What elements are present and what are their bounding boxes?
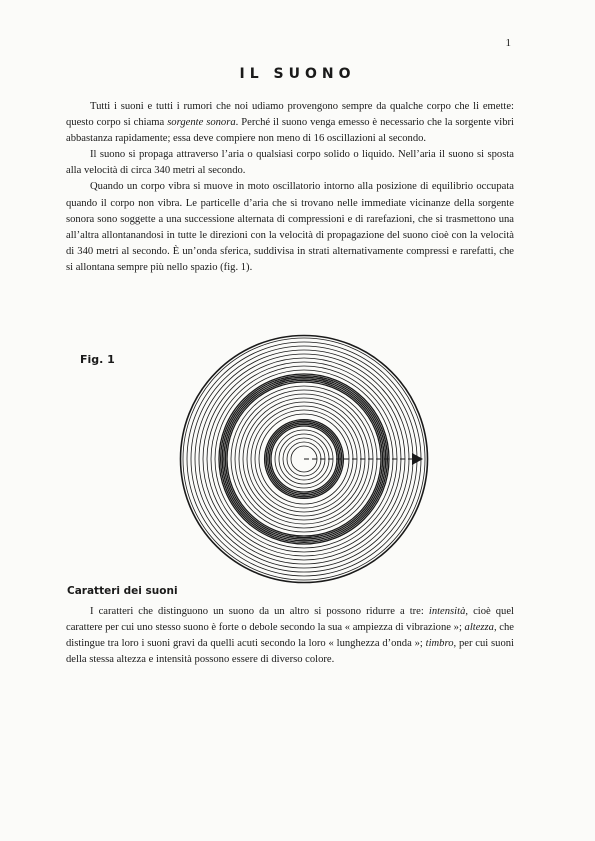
page-number: 1 <box>505 37 511 49</box>
paragraph-3: Quando un corpo vibra si muove in moto oscillatorio intorno alla posizione di equilibrio occupata quando il corpo non vibra. Le particelle d’aria che si trovano nelle immediate vicinanze della sorgente sonora sono soggette a una successione alternata di compressioni e di rarefazioni, che si trasmettono una all’altra allontanandosi in tutte le direzioni con la velocità di propagazione del suono cioè con la velocità di 340 metri al secondo. È un’onda sferica, suddivisa in strati alternativamente compressi e rarefatti, che si allontana sempre più nello spazio (fig. 1). <box>66 181 514 273</box>
intro-text <box>66 99 514 276</box>
section-text-1: I caratteri che distinguono un suono da un altro si possono ridurre a tre: <box>90 606 429 617</box>
term-timbro: timbro <box>425 638 454 650</box>
p1-text-a: Tutti i suoni e tutti i rumori che noi udiamo provengono sempre da qualche corpo che li emette: questo corpo si chiama <box>66 101 514 129</box>
p1-emphasis: sorgente sonora <box>167 117 236 129</box>
sound-wave-figure <box>179 334 429 584</box>
section-text-3: , che distingue tra loro i suoni gravi da quelli acuti secondo la loro « lunghezza d’onda »; <box>66 622 514 650</box>
figure-label: Fig. 1 <box>80 353 115 366</box>
term-altezza: altezza <box>464 622 494 634</box>
section-title: Caratteri dei suoni <box>67 585 178 597</box>
paragraph-1 <box>66 99 514 147</box>
section-text-4: , per cui suoni della stessa altezza e intensità possono essere di diverso colore. <box>66 638 514 666</box>
paragraph-2: Il suono si propaga attraverso l’aria o qualsiasi corpo solido o liquido. Nell’aria il suono si sposta alla velocità di circa 340 metri al secondo. <box>66 149 514 177</box>
section-text-2: , cioè quel carattere per cui uno stesso suono è forte o debole secondo la sua « ampiezza di vibrazione »; <box>66 606 514 634</box>
p1-text-b: . Perché il suono venga emesso è necessario che la sorgente vibri abbastanza rapidamente; essa deve compiere non meno di 16 oscillazioni al secondo. <box>66 117 514 145</box>
section-paragraph <box>66 604 514 668</box>
page-title: IL SUONO <box>239 66 356 82</box>
term-intensita: intensità <box>428 606 466 617</box>
section-body <box>66 604 514 668</box>
arrow-head-icon <box>412 453 423 465</box>
